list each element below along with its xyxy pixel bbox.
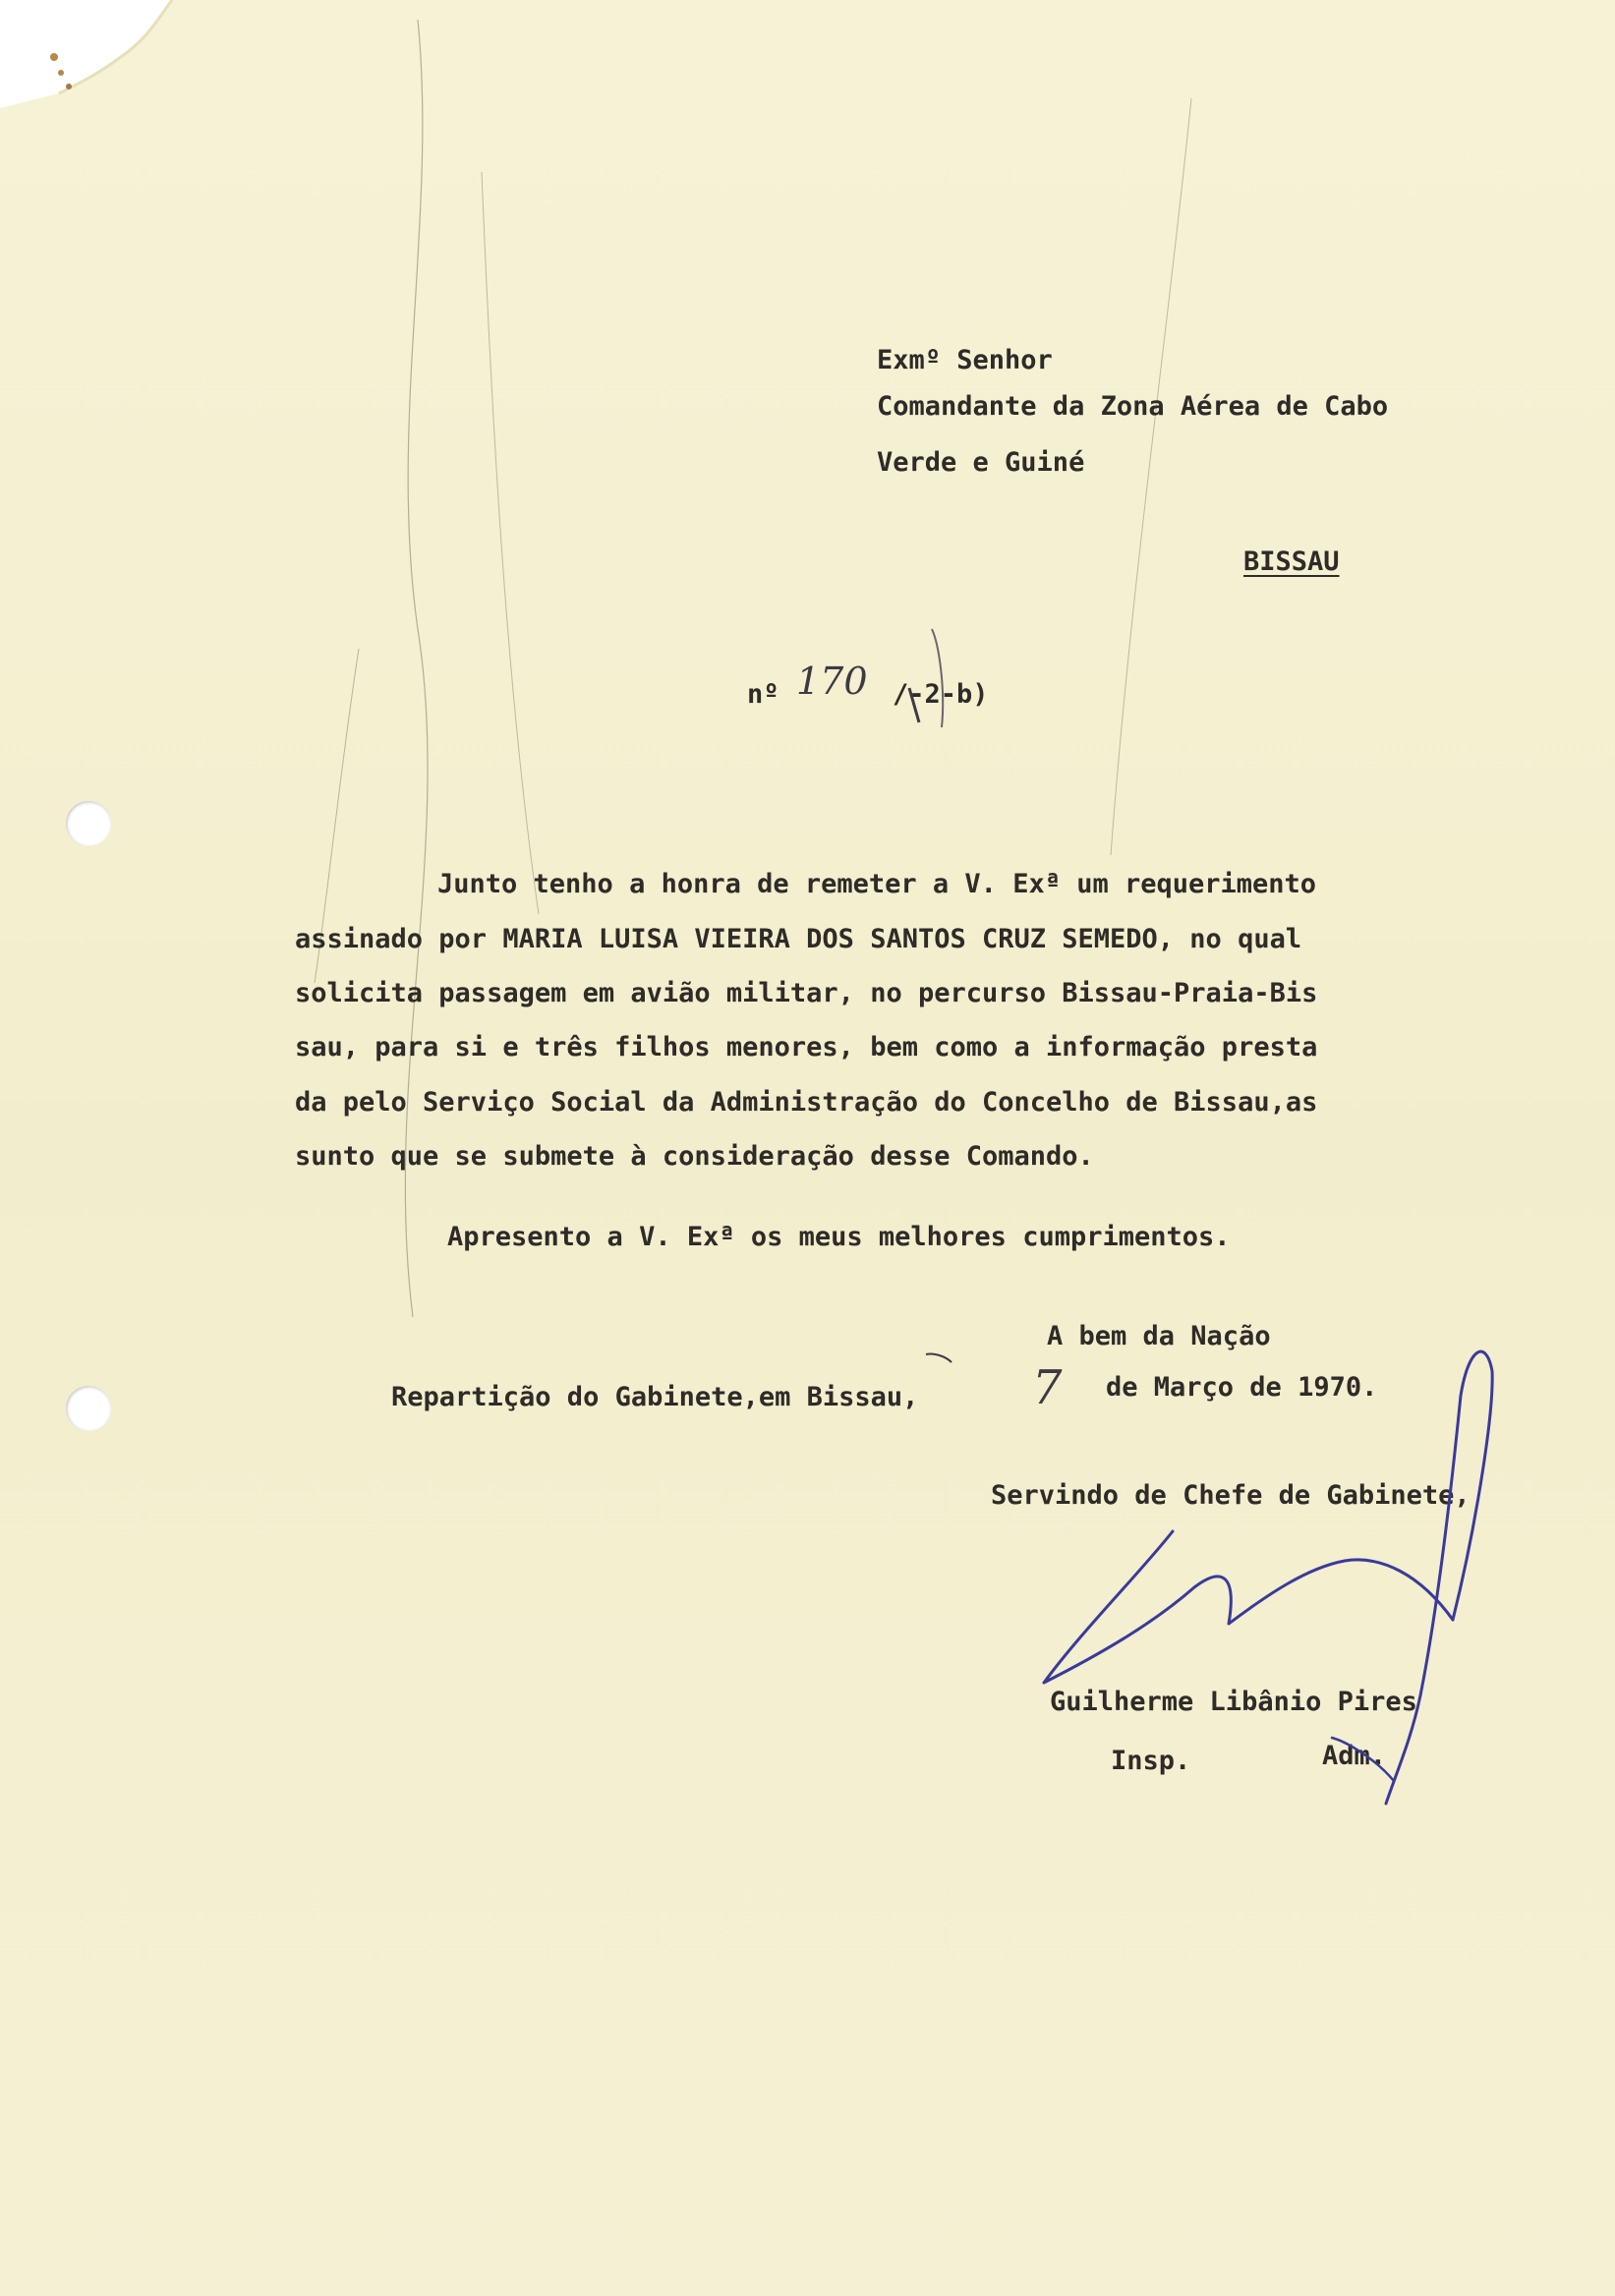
signatory-title-right: Adm.: [1322, 1741, 1387, 1771]
body-closing: Apresento a V. Exª os meus melhores cumprimentos.: [447, 1222, 1231, 1252]
footer-date-suffix: de Março de 1970.: [1106, 1372, 1378, 1403]
footer-role: Servindo de Chefe de Gabinete,: [991, 1480, 1471, 1511]
reference-prefix: nº: [747, 679, 779, 710]
torn-corner: [0, 0, 197, 108]
reference-handwritten-number: 170: [796, 660, 868, 703]
signatory-name: Guilherme Libânio Pires: [1050, 1687, 1417, 1717]
punch-hole-top: [66, 801, 111, 846]
footer-motto: A bem da Nação: [1047, 1321, 1271, 1351]
punch-hole-bottom: [66, 1386, 111, 1431]
footer-place-date: Repartição do Gabinete,em Bissau,: [391, 1382, 919, 1412]
recipient-salutation: Exmº Senhor: [877, 345, 1053, 375]
recipient-line-1: Comandante da Zona Aérea de Cabo: [877, 391, 1389, 422]
body-line-2: assinado por MARIA LUISA VIEIRA DOS SANTOS CRUZ SEMEDO, no qual: [295, 924, 1302, 954]
signatory-title-left: Insp.: [1111, 1746, 1191, 1776]
footer-handwritten-day: 7: [1032, 1360, 1063, 1415]
body-line-3: solicita passagem em avião militar, no percurso Bissau-Praia-Bis: [295, 978, 1318, 1008]
recipient-line-2: Verde e Guiné: [877, 447, 1085, 478]
body-line-4: sau, para si e três filhos menores, bem como a informação presta: [295, 1032, 1318, 1062]
body-line-6: sunto que se submete à consideração desse Comando.: [295, 1141, 1094, 1172]
body-line-5: da pelo Serviço Social da Administração do Concelho de Bissau,as: [295, 1087, 1318, 1118]
body-line-1: Junto tenho a honra de remeter a V. Exª um requerimento: [437, 869, 1317, 899]
recipient-city: BISSAU: [1243, 546, 1340, 577]
reference-suffix: /-2-b): [893, 679, 989, 710]
